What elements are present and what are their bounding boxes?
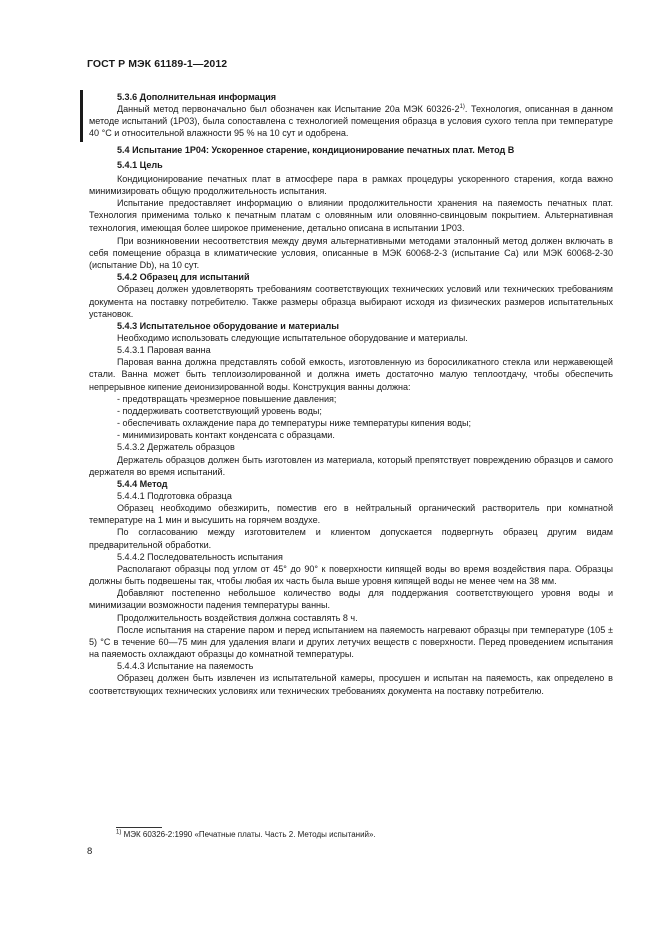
subsection-heading: 5.4.3.1 Паровая ванна: [117, 345, 211, 356]
subsection-heading: 5.4.4.1 Подготовка образца: [117, 491, 232, 501]
section-heading: 5.4.3 Испытательное оборудование и материалы: [117, 320, 340, 331]
section-heading: 5.4.2 Образец для испытаний: [117, 272, 250, 283]
subsection-heading: 5.4.3.2 Держатель образцов: [117, 442, 235, 453]
paragraph: При возникновении несоответствия между двумя альтернативными методами эталонный метод должен включать в себя помещение образца в климатические условия, описанные в МЭК 60068-2-3 (испытание Са) или МЭК 60068-2-30 (испытание Db), на 10 сут.: [89, 235, 613, 271]
paragraph: Паровая ванна должна представлять собой емкость, изготовленную из боросиликатного стекла или нержавеющей стали. Ванна может быть теплоизолированной и должна иметь достаточно малую теплоотдачу, чтобы обеспечить непрерывное кипение деионизированной воды. Конструкция ванны должна:: [89, 357, 613, 392]
footnote: [116, 830, 376, 839]
paragraph: Держатель образцов должен быть изготовлен из материала, который препятствует повреждению образцов и самого держателя во время испытаний.: [89, 454, 613, 477]
change-bar: [80, 90, 83, 142]
paragraph: Добавляют постепенно небольшое количество воды для поддержания соответствующего уровня воды и минимизации возможности падения температуры ванны.: [89, 588, 613, 611]
paragraph: Образец необходимо обезжирить, поместив его в нейтральный органический растворитель при комнатной температуре на 1 мин и высушить на горячем воздухе.: [89, 503, 613, 526]
page-body: [89, 91, 613, 697]
document-header: ГОСТ Р МЭК 61189-1—2012: [87, 58, 228, 70]
section-heading: 5.4 Испытание 1Р04: Ускоренное старение, кондиционирование печатных плат. Метод В: [117, 144, 515, 155]
paragraph: Образец должен быть извлечен из испытательной камеры, просушен и испытан на паяемость, как определено в соответствующих технических условиях или технических требованиях документа на поставку потребителю.: [89, 673, 613, 696]
footnote-text: МЭК 60326-2:1990 «Печатные платы. Часть 2. Методы испытаний».: [121, 830, 376, 839]
subsection-heading: 5.4.4.2 Последовательность испытания: [117, 551, 283, 562]
paragraph-text: Данный метод первоначально был обозначен как Испытание 20а МЭК 60326-2: [117, 104, 460, 115]
paragraph: Продолжительность воздействия должна составлять 8 ч.: [117, 612, 358, 623]
paragraph: После испытания на старение паром и перед испытанием на паяемость нагревают образцы при температуре (105 ± 5) °С в течение 60—75 мин для удаления влаги и других летучих веществ с поверхности. Перед проведением испытания на паяемость охлаждают образцы до комнатной температуры.: [89, 624, 613, 660]
section-heading: 5.3.6 Дополнительная информация: [117, 92, 277, 102]
list-item: - поддерживать соответствующий уровень воды;: [117, 405, 322, 416]
paragraph: Необходимо использовать следующие испытательное оборудование и материалы.: [117, 332, 468, 343]
paragraph: По согласованию между изготовителем и клиентом допускается подвергнуть образец другим видам предварительной обработки.: [89, 527, 613, 550]
section-heading: 5.4.4 Метод: [117, 478, 168, 489]
list-item: - обеспечивать охлаждение пара до температуры ниже температуры кипения воды;: [117, 418, 472, 429]
paragraph: Испытание предоставляет информацию о влиянии продолжительности хранения на паяемость печатных плат. Технология применима только к печатным платам с оловянным или оловянно-свинцовым покрытием. Альтернативная технология, имеющая более широкое применение, детально описана в испытании 1Р03.: [89, 198, 613, 233]
footnote-mark: 1): [116, 829, 122, 836]
paragraph: Кондиционирование печатных плат в атмосфере пара в рамках процедуры ускоренного старения, когда важно минимизировать общую продолжительность испытания.: [89, 173, 613, 197]
footnote-separator: [116, 827, 162, 828]
section-heading: 5.4.1 Цель: [117, 159, 163, 170]
page-number: 8: [87, 846, 93, 857]
footnote-ref: 1): [459, 104, 465, 111]
list-item: - предотвращать чрезмерное повышение давления;: [117, 393, 337, 404]
paragraph: Образец должен удовлетворять требованиям соответствующих технических условий или технических требованиям документа на поставку потребителю. Также размеры образца выбирают исходя из физических размеров испытательных установок.: [89, 284, 613, 319]
subsection-heading: 5.4.4.3 Испытание на паяемость: [117, 661, 254, 672]
paragraph: [89, 103, 613, 139]
paragraph-text: . Технология, описанная в данном методе испытаний (1Р03), была сопоставлена с технологией помещения образца в условия сухого тепла при температуре 40 °С и относительной влажности 95 % на 10 сут и одобрена.: [89, 104, 613, 139]
paragraph: Располагают образцы под углом от 45° до 90° к поверхности кипящей воды во время воздействия пара. Образцы должны быть подвешены так, чтобы любая их часть была выше уровня кипящей воды не менее чем на 38 мм.: [89, 563, 613, 587]
list-item: - минимизировать контакт конденсата с образцами.: [117, 430, 335, 441]
